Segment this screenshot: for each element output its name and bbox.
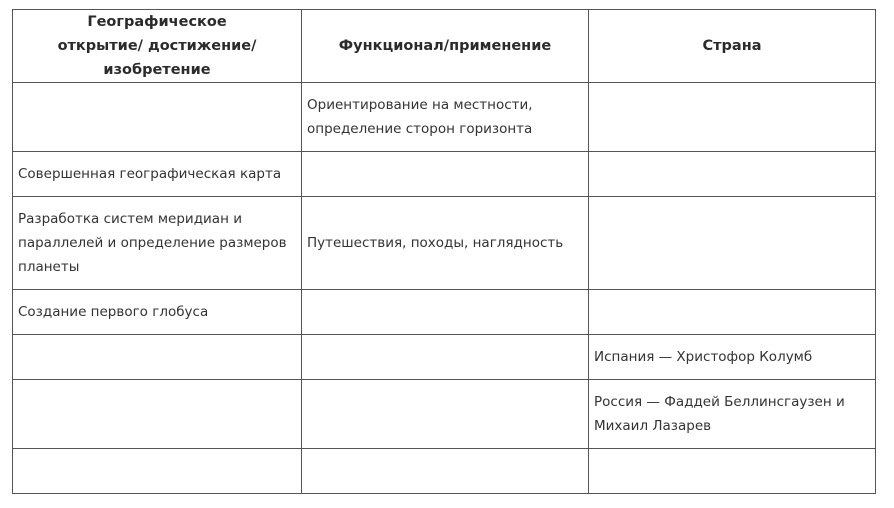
cell-discovery <box>13 380 302 449</box>
cell-function <box>302 449 589 494</box>
cell-country <box>589 197 876 290</box>
cell-discovery <box>13 449 302 494</box>
cell-country <box>589 449 876 494</box>
cell-country <box>589 290 876 335</box>
cell-country <box>589 83 876 152</box>
cell-country: Испания — Христофор Колумб <box>589 335 876 380</box>
header-discovery: Географическое открытие/ достижение/изобретение <box>13 10 302 83</box>
cell-function <box>302 335 589 380</box>
cell-discovery <box>13 335 302 380</box>
discoveries-table <box>12 9 876 494</box>
cell-function <box>302 152 589 197</box>
table-row <box>13 152 876 197</box>
cell-country <box>589 152 876 197</box>
cell-discovery <box>13 83 302 152</box>
discoveries-table-container <box>12 9 875 494</box>
cell-discovery: Совершенная географическая карта <box>13 152 302 197</box>
cell-discovery: Создание первого глобуса <box>13 290 302 335</box>
cell-discovery: Разработка систем меридиан и параллелей и определение размеров планеты <box>13 197 302 290</box>
cell-function <box>302 290 589 335</box>
cell-function: Путешествия, походы, наглядность <box>302 197 589 290</box>
table-row <box>13 380 876 449</box>
table-row <box>13 290 876 335</box>
header-country: Страна <box>589 10 876 83</box>
table-header-row <box>13 10 876 83</box>
cell-function: Ориентирование на местности, определение сторон горизонта <box>302 83 589 152</box>
table-row <box>13 197 876 290</box>
cell-function <box>302 380 589 449</box>
table-row <box>13 83 876 152</box>
table-row <box>13 449 876 494</box>
header-function: Функционал/применение <box>302 10 589 83</box>
table-row <box>13 335 876 380</box>
cell-country: Россия — Фаддей Беллинсгаузен и Михаил Лазарев <box>589 380 876 449</box>
